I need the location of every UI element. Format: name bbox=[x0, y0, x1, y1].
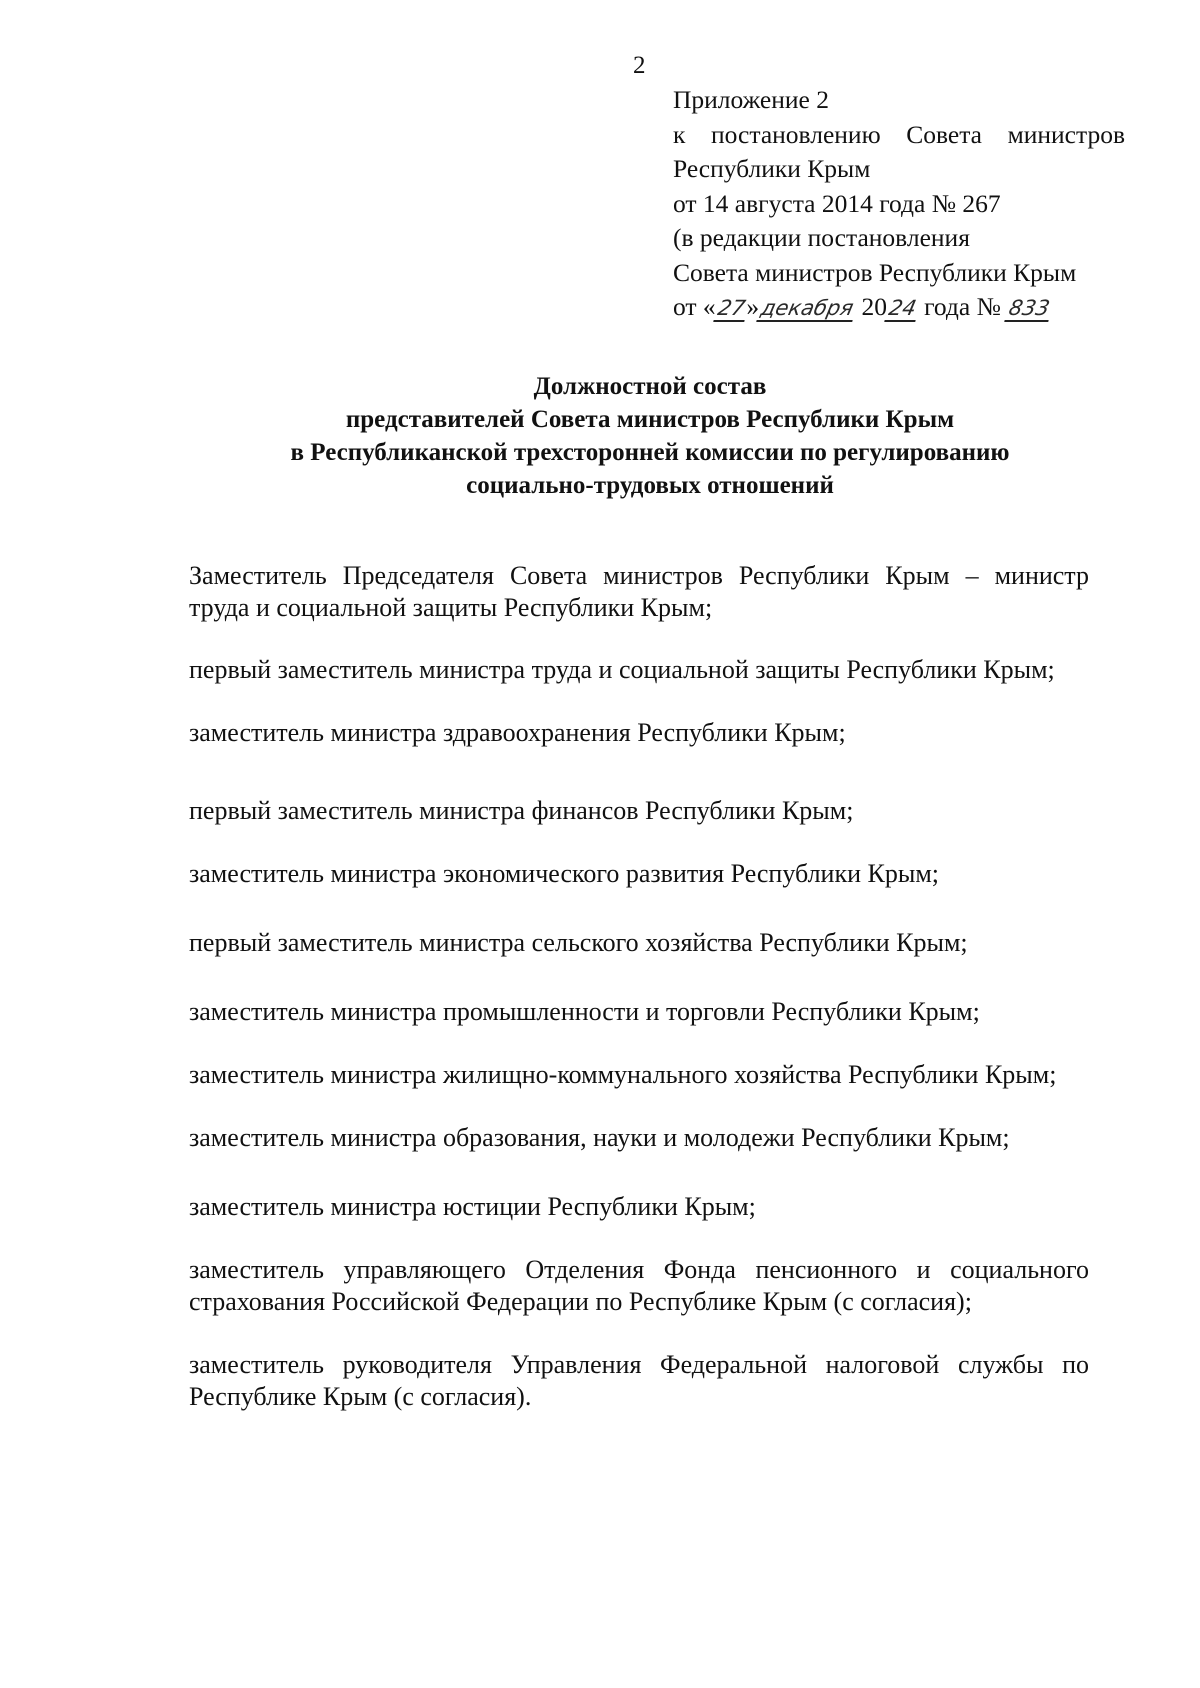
date-prefix: от « bbox=[673, 292, 716, 321]
handwritten-month: декабря bbox=[756, 296, 857, 322]
date-quote-close: » bbox=[746, 292, 760, 321]
composition-list bbox=[189, 560, 1089, 1413]
appendix-resolution-line bbox=[673, 118, 1125, 153]
composition-item: Заместитель Председателя Совета министров Республики Крым – министр труда и социальной защиты Республики Крым; bbox=[189, 561, 1089, 622]
year-prefix: 20 bbox=[861, 292, 887, 321]
document-title bbox=[150, 370, 1150, 502]
appendix-original-date: от 14 августа 2014 года № 267 bbox=[673, 188, 1001, 218]
title-line-2: представителей Совета министров Республики Крым bbox=[345, 406, 955, 433]
composition-item: заместитель министра образования, науки и молодежи Республики Крым; bbox=[189, 1123, 1010, 1152]
composition-item: заместитель министра здравоохранения Республики Крым; bbox=[189, 718, 846, 747]
title-line-1: Должностной состав bbox=[533, 373, 767, 400]
appendix-council: Совета министров Республики Крым bbox=[673, 257, 1077, 287]
title-line-3: в Республиканской трехсторонней комиссии по регулированию bbox=[290, 439, 1010, 466]
composition-item: заместитель министра юстиции Республики Крым; bbox=[189, 1192, 756, 1221]
appendix-revision-date bbox=[673, 290, 1133, 325]
composition-item: первый заместитель министра сельского хозяйства Республики Крым; bbox=[189, 928, 968, 957]
year-suffix: года № bbox=[924, 292, 1001, 321]
composition-item: заместитель министра жилищно-коммунального хозяйства Республики Крым; bbox=[189, 1060, 1057, 1089]
appendix-revision-note: (в редакции постановления bbox=[673, 223, 970, 252]
handwritten-year: 24 bbox=[884, 296, 920, 322]
handwritten-day: 27 bbox=[713, 296, 749, 322]
page-number: 2 bbox=[633, 52, 646, 79]
composition-item: заместитель управляющего Отделения Фонда пенсионного и социального страхования Российской Федерации по Республике Крым (с согласия); bbox=[189, 1255, 1089, 1316]
composition-item: заместитель руководителя Управления Федеральной налоговой службы по Республике Крым (с согласия). bbox=[189, 1350, 1089, 1411]
composition-item: заместитель министра промышленности и торговли Республики Крым; bbox=[189, 997, 980, 1026]
composition-item: первый заместитель министра труда и социальной защиты Республики Крым; bbox=[189, 655, 1055, 684]
handwritten-number: 833 bbox=[1005, 296, 1055, 322]
appendix-label: Приложение 2 bbox=[673, 85, 829, 114]
composition-item: первый заместитель министра финансов Республики Крым; bbox=[189, 796, 854, 825]
appendix-republic: Республики Крым bbox=[673, 154, 871, 183]
appendix-resolution-text: к постановлению Совета министров bbox=[673, 119, 1125, 149]
appendix-header bbox=[673, 83, 1133, 325]
composition-item: заместитель министра экономического развития Республики Крым; bbox=[189, 859, 940, 888]
title-line-4: социально-трудовых отношений bbox=[466, 472, 834, 499]
